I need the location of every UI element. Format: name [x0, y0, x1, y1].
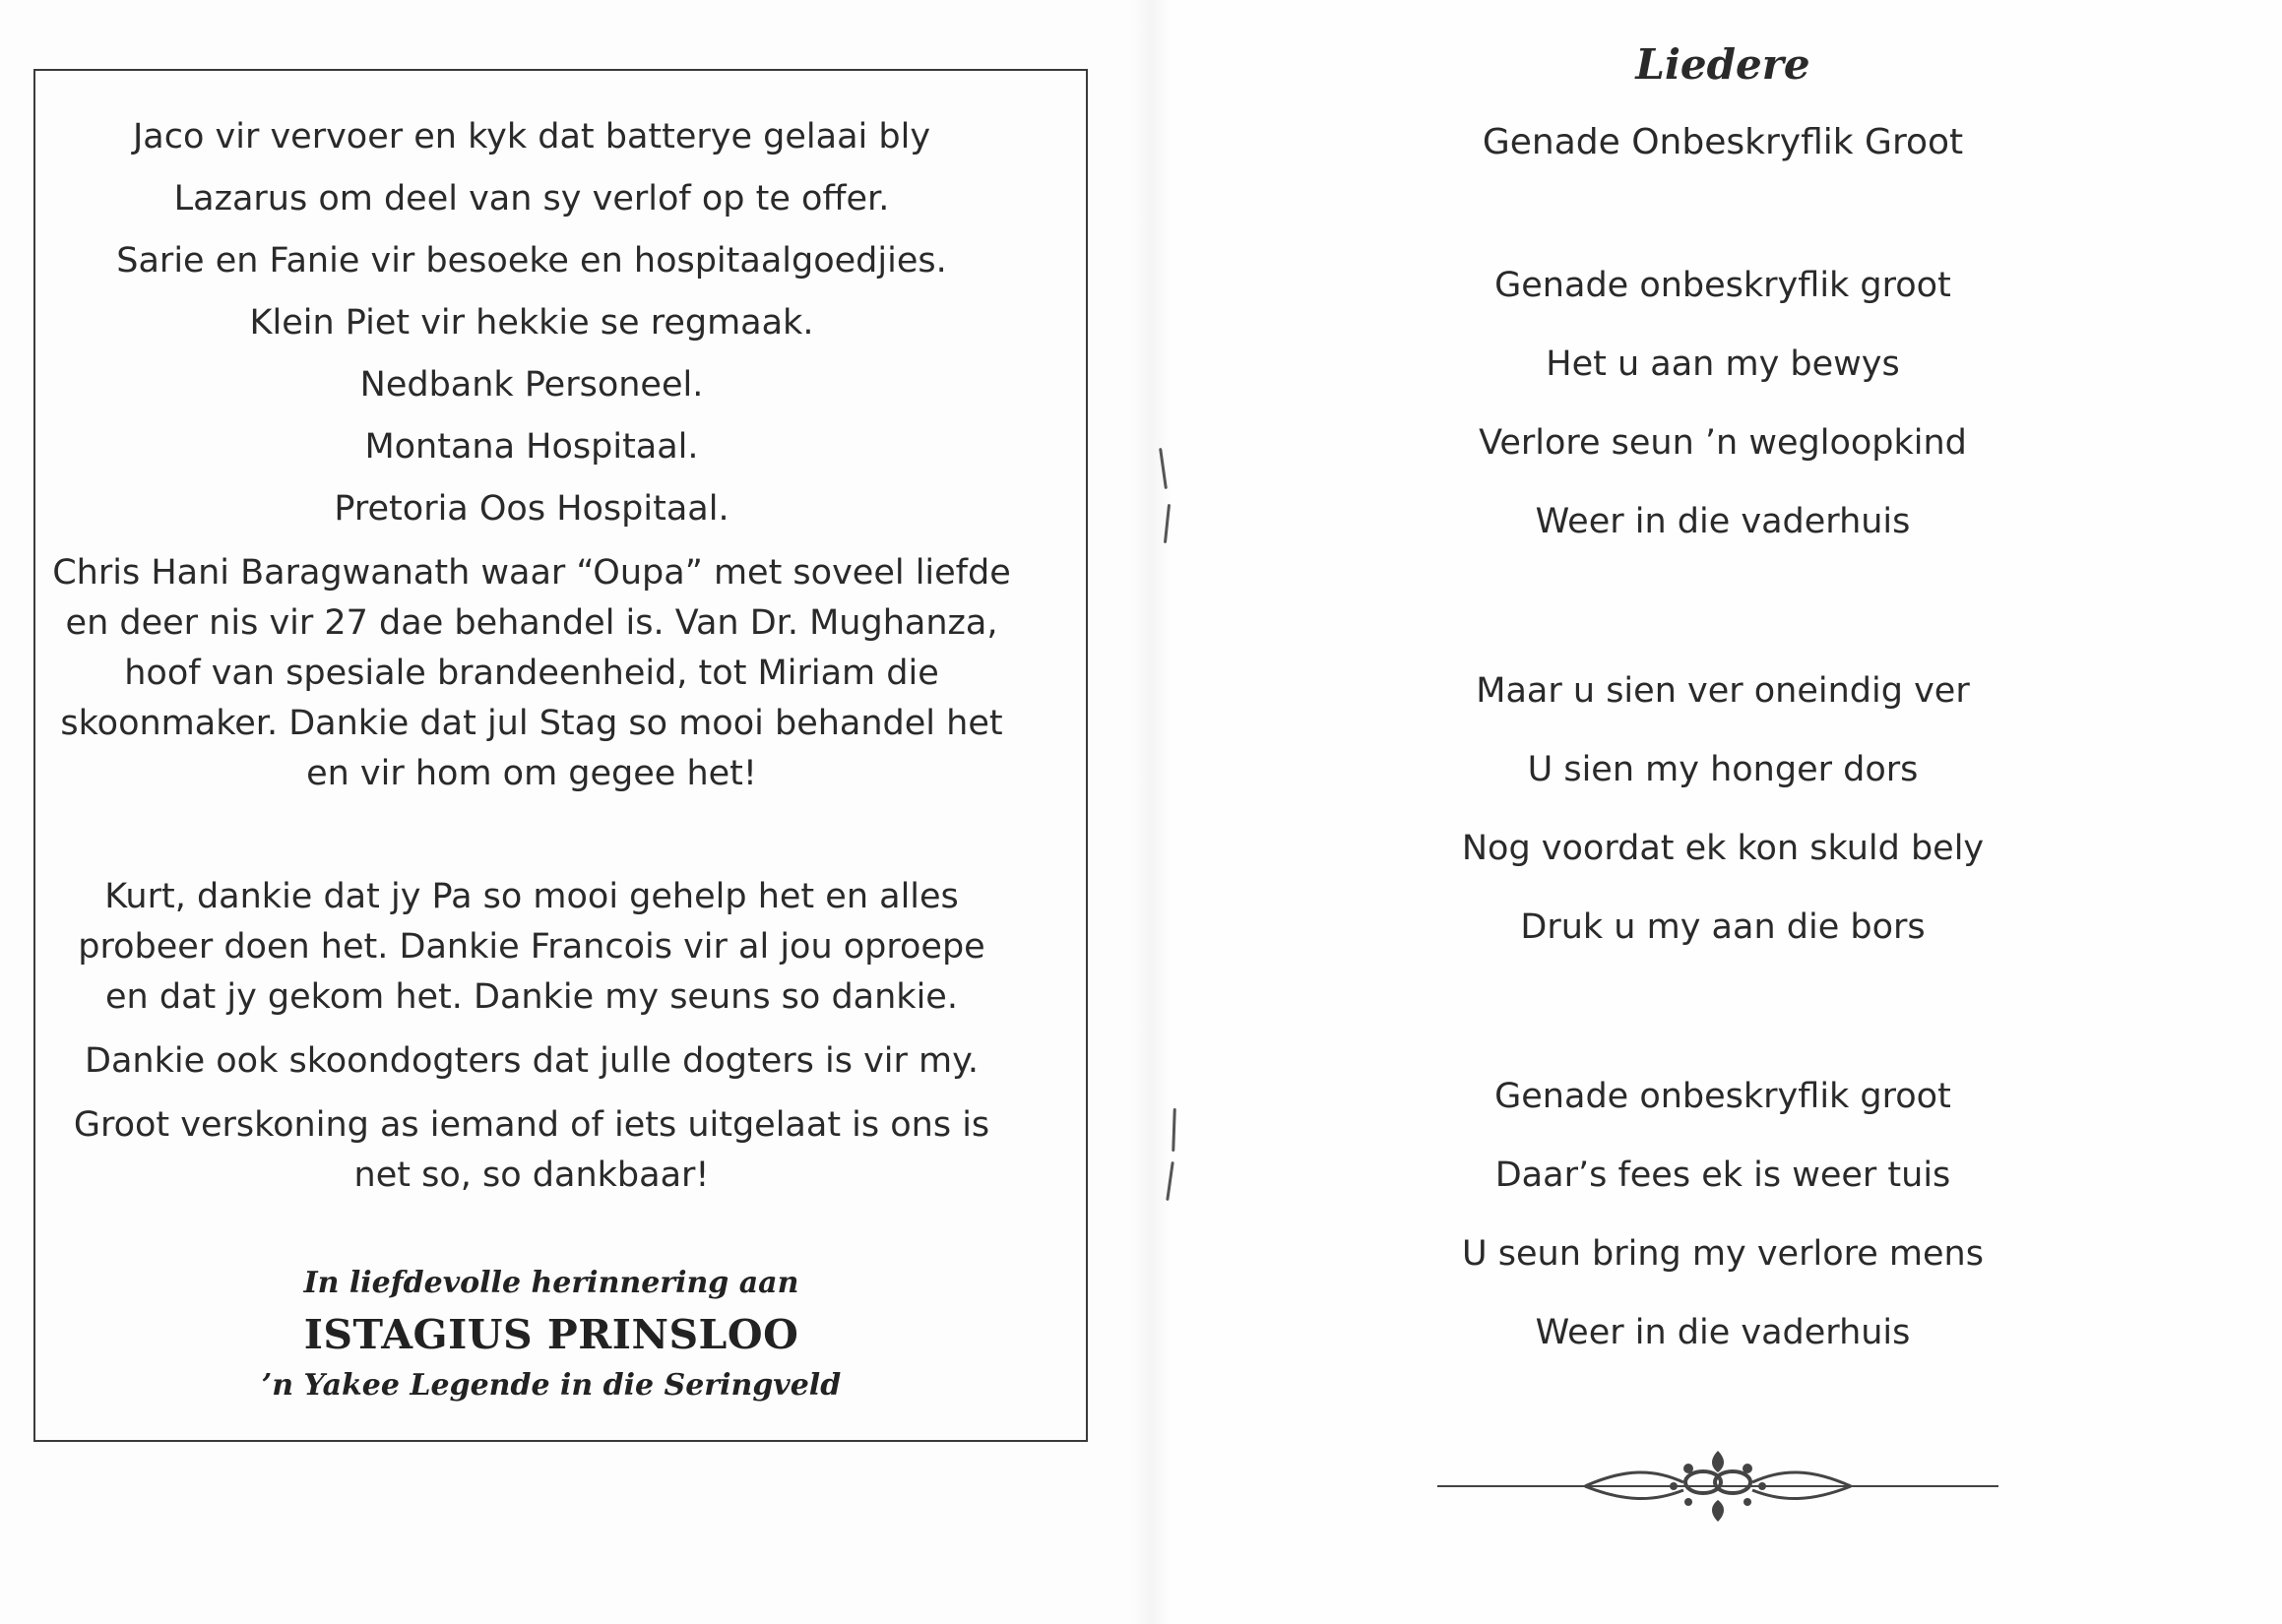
lyric-line: Weer in die vaderhuis — [1535, 1313, 1911, 1352]
section-heading: Liedere — [1635, 40, 1810, 89]
flourish-divider-icon — [1437, 1447, 1998, 1526]
thanks-line: Nedbank Personeel. — [359, 365, 704, 405]
lyric-line: Maar u sien ver oneindig ver — [1476, 671, 1970, 711]
hymn-section — [1418, 39, 2028, 1372]
thanks-line: Montana Hospitaal. — [364, 427, 699, 467]
thanks-line: Sarie en Fanie vir besoeke en hospitaalgoedjies. — [116, 241, 947, 281]
hospital-paragraph: Chris Hani Baragwanath waar “Oupa” met soveel liefde en deer nis vir 27 dae behandel is. Van Dr. Mughanza, hoof van spesiale brandeenheid, tot Miriam die skoonmaker. Dankie dat jul Stag so mooi behandel het en vir hom om gegee het! — [52, 553, 1011, 793]
apology-line: Groot verskoning as iemand of iets uitgelaat is ons is net so, so dankbaar! — [73, 1105, 990, 1195]
in-memoriam-block — [39, 1262, 1063, 1407]
memoriam-tagline: ’n Yakee Legende in die Seringveld — [261, 1368, 842, 1403]
thanks-line: Klein Piet vir hekkie se regmaak. — [249, 303, 814, 343]
stanza — [1418, 652, 2028, 967]
lyric-line: Genade onbeskryflik groot — [1494, 266, 1951, 305]
daughters-line: Dankie ook skoondogters dat julle dogters is vir my. — [85, 1041, 979, 1081]
deceased-name: ISTAGIUS PRINSLOO — [303, 1311, 799, 1358]
stanza — [1418, 246, 2028, 561]
stanza — [1418, 1057, 2028, 1372]
thanks-line: Lazarus om deel van sy verlof op te offer. — [173, 179, 890, 219]
memoriam-intro: In liefdevolle herinnering aan — [303, 1266, 799, 1300]
lyric-line: Het u aan my bewys — [1546, 344, 1900, 384]
lyric-line: Nog voordat ek kon skuld bely — [1461, 829, 1985, 868]
spacer — [39, 807, 1024, 864]
thanks-line: Jaco vir vervoer en kyk dat batterye gelaai bly — [132, 117, 931, 156]
lyric-line: U sien my honger dors — [1527, 750, 1919, 789]
lyric-line: Verlore seun ’n wegloopkind — [1479, 423, 1967, 463]
lyric-line: Daar’s fees ek is weer tuis — [1494, 1156, 1951, 1195]
lyric-line: Weer in die vaderhuis — [1535, 502, 1911, 541]
song-title: Genade Onbeskryflik Groot — [1482, 122, 1964, 162]
lyric-line: U seun bring my verlore mens — [1462, 1234, 1984, 1274]
lyric-line: Druk u my aan die bors — [1520, 907, 1926, 947]
center-fold — [1132, 0, 1172, 1624]
thanks-line: Pretoria Oos Hospitaal. — [334, 489, 729, 529]
family-paragraph: Kurt, dankie dat jy Pa so mooi gehelp het en alles probeer doen het. Dankie Francois vir al jou oproepe en dat jy gekom het. Dankie my seuns so dankie. — [78, 877, 985, 1017]
acknowledgements — [39, 106, 1024, 1209]
lyric-line: Genade onbeskryflik groot — [1494, 1077, 1951, 1116]
